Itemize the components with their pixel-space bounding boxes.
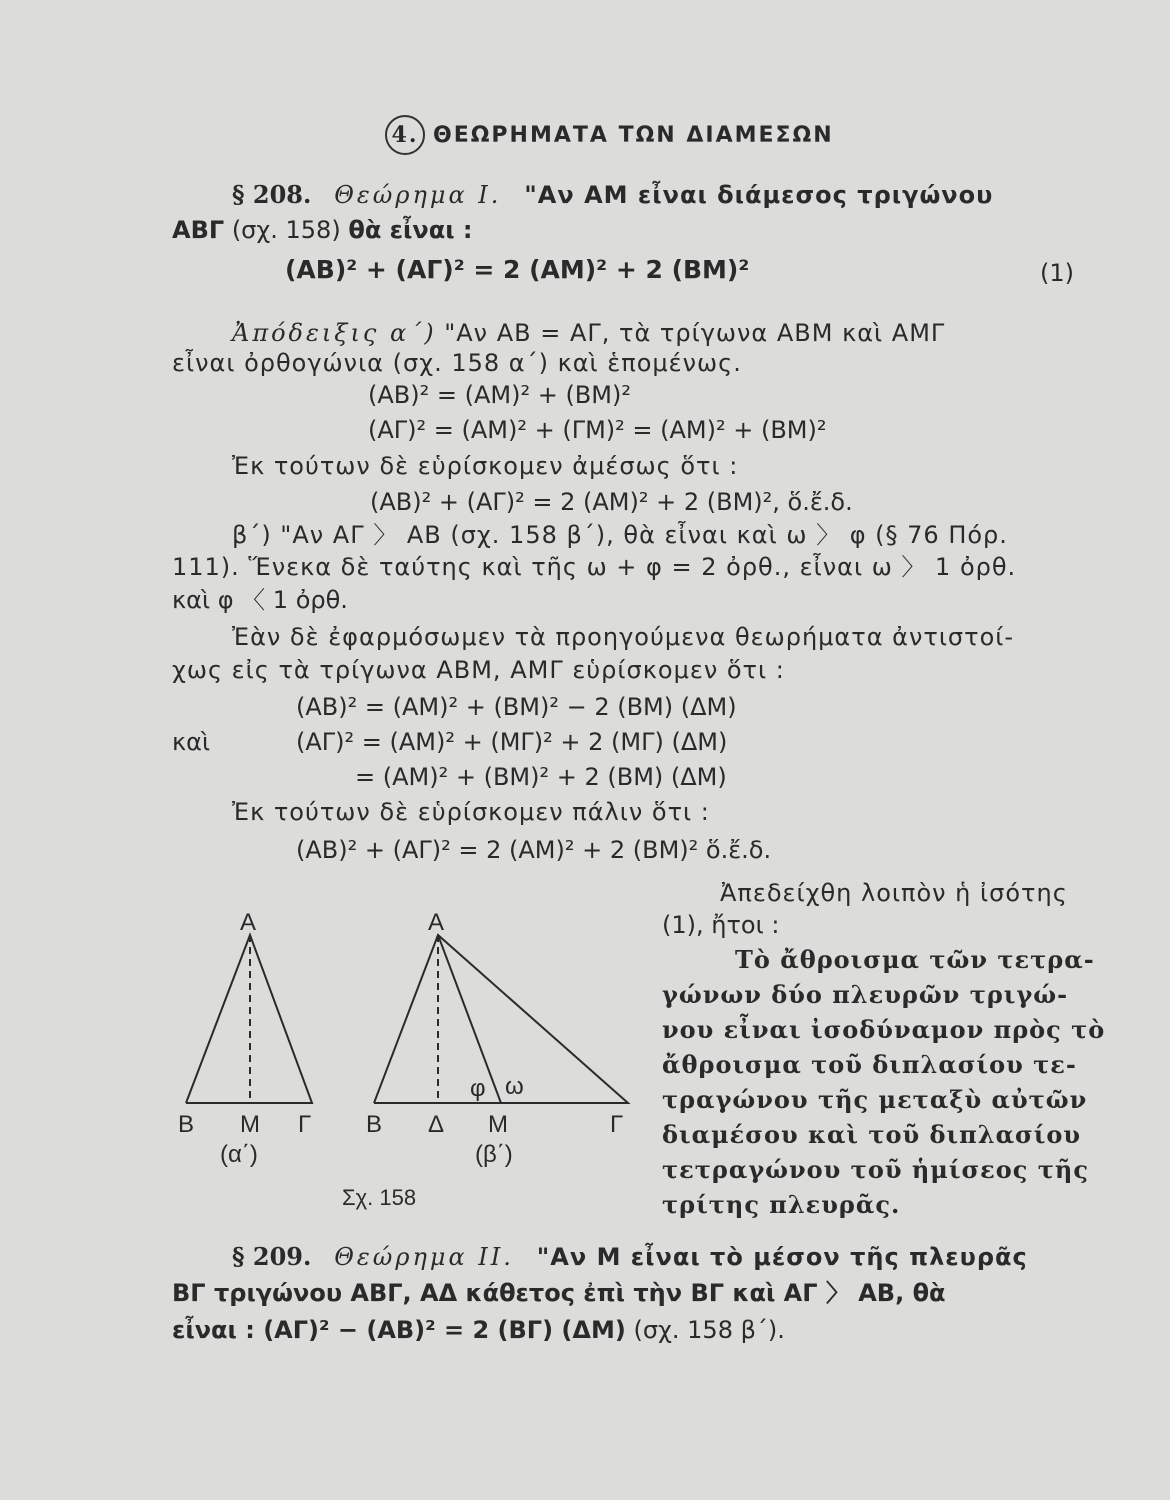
section-number: 4.: [385, 115, 425, 155]
conjunction: καὶ: [172, 728, 211, 756]
statement-line: τετραγώνου τοῦ ἡμίσεος τῆς: [662, 1155, 1089, 1184]
statement-line: Τὸ ἄθροισμα τῶν τετρα-: [735, 945, 1095, 974]
theorem-209-line3: [172, 1315, 785, 1345]
theorem-label: Θεώρημα II.: [334, 1243, 514, 1271]
theorem-209-line1: [232, 1242, 1028, 1272]
paragraph-number: § 208.: [232, 180, 312, 209]
equation-number: (1): [1040, 259, 1074, 287]
formula-line: (ΑΒ)² + (ΑΓ)² = 2 (ΑΜ)² + 2 (ΒΜ)² ὅ.ἔ.δ.: [296, 836, 772, 864]
theorem-text: "Αν ΑΜ εἶναι διάμεσος τριγώνου: [524, 181, 994, 209]
text-line: 111). Ἕνεκα δὲ ταύτης καὶ τῆς ω + φ = 2 ὀρθ., εἶναι ω 〉 1 ὀρθ.: [172, 553, 1017, 581]
caption-b: (β΄): [475, 1141, 513, 1168]
triangle-b-outline: [374, 935, 628, 1103]
formula-line: (ΑΓ)² = (ΑΜ)² + (ΓΜ)² = (ΑΜ)² + (ΒΜ)²: [368, 416, 827, 444]
statement-line: ἄθροισμα τοῦ διπλασίου τε-: [662, 1050, 1077, 1079]
formula-line: (ΑΒ)² + (ΑΓ)² = 2 (ΑΜ)² + 2 (ΒΜ)², ὅ.ἔ.δ.: [370, 488, 853, 516]
triangle-name: ΑΒΓ: [172, 216, 225, 244]
formula-line: = (ΑΜ)² + (ΒΜ)² + 2 (ΒΜ) (ΔΜ): [355, 763, 727, 791]
angle-phi: φ: [470, 1075, 486, 1102]
proof-a-line1: [232, 318, 945, 348]
text-line: καὶ φ 〈 1 ὀρθ.: [172, 586, 348, 614]
theorem-text: "Αν Μ εἶναι τὸ μέσον τῆς πλευρᾶς: [536, 1243, 1028, 1271]
proof-text: "Αν ΑΒ = ΑΓ, τὰ τρίγωνα ΑΒΜ καὶ ΑΜΓ: [444, 319, 946, 347]
statement-line: διαμέσου καὶ τοῦ διπλασίου: [662, 1120, 1081, 1149]
theorem-208-line2: [172, 215, 473, 245]
label-b-left: Β: [366, 1111, 383, 1138]
section-heading: [385, 115, 834, 155]
label-a-left: Β: [178, 1111, 195, 1138]
statement-line: τρίτης πλευρᾶς.: [662, 1190, 901, 1219]
theorem-208-line1: [232, 180, 993, 210]
section-title: ΘΕΩΡΗΜΑΤΑ ΤΩΝ ΔΙΑΜΕΣΩΝ: [433, 123, 834, 148]
label-a-right: Γ: [298, 1111, 312, 1138]
label-a-apex: Α: [240, 909, 257, 936]
figure-158: [170, 900, 640, 1220]
text-line: χως εἰς τὰ τρίγωνα ΑΒΜ, ΑΜΓ εὑρίσκομεν ὅτι :: [172, 656, 785, 684]
label-b-foot: Δ: [428, 1111, 445, 1138]
figure-ref: (σχ. 158 β΄).: [633, 1316, 785, 1344]
figure-b: [374, 935, 628, 1103]
formula-line: (ΑΓ)² = (ΑΜ)² + (ΜΓ)² + 2 (ΜΓ) (ΔΜ): [296, 728, 728, 756]
label-b-right: Γ: [610, 1111, 624, 1138]
caption-a: (α΄): [220, 1141, 258, 1168]
figure-ref: (σχ. 158): [231, 216, 341, 244]
label-b-mid: Μ: [488, 1111, 508, 1138]
text-line: Ἐὰν δὲ ἐφαρμόσωμεν τὰ προηγούμενα θεωρήματα ἀντιστοί-: [232, 623, 1015, 651]
text-line: Ἐκ τούτων δὲ εὑρίσκομεν ἀμέσως ὅτι :: [232, 452, 739, 480]
text-line: εἶναι ὀρθογώνια (σχ. 158 α΄) καὶ ἑπομένως.: [172, 349, 742, 377]
figure-caption: Σχ. 158: [342, 1185, 417, 1210]
figure-a: [186, 935, 312, 1103]
label-b-apex: Α: [428, 909, 445, 936]
text-line: β΄) "Αν ΑΓ 〉 ΑΒ (σχ. 158 β΄), θὰ εἶναι καὶ ω 〉 φ (§ 76 Πόρ.: [232, 521, 1008, 549]
statement-line: τραγώνου τῆς μεταξὺ αὐτῶν: [662, 1085, 1088, 1114]
paragraph-number: § 209.: [232, 1242, 312, 1271]
label-a-mid: Μ: [240, 1111, 260, 1138]
text-line: Ἀπεδείχθη λοιπὸν ἡ ἰσότης: [720, 879, 1068, 907]
proof-label: Ἀπόδειξις α΄): [232, 319, 437, 347]
statement-line: νου εἶναι ἰσοδύναμον πρὸς τὸ: [662, 1015, 1106, 1044]
theorem-209-line2: ΒΓ τριγώνου ΑΒΓ, ΑΔ κάθετος ἐπὶ τὴν ΒΓ καὶ ΑΓ 〉 ΑΒ, θὰ: [172, 1279, 946, 1307]
angle-omega: ω: [505, 1073, 524, 1100]
text-line: Ἐκ τούτων δὲ εὑρίσκομεν πάλιν ὅτι :: [232, 798, 710, 826]
statement-line: γώνων δύο πλευρῶν τριγώ-: [662, 980, 1069, 1009]
formula-main: (ΑΒ)² + (ΑΓ)² = 2 (ΑΜ)² + 2 (ΒΜ)²: [285, 255, 750, 284]
theorem-text-cont: θὰ εἶναι :: [348, 216, 473, 244]
theorem-formula: εἶναι : (ΑΓ)² − (ΑΒ)² = 2 (ΒΓ) (ΔΜ): [172, 1316, 626, 1344]
theorem-label: Θεώρημα I.: [334, 181, 502, 209]
text-line: (1), ἤτοι :: [662, 911, 780, 939]
formula-line: (ΑΒ)² = (ΑΜ)² + (ΒΜ)² − 2 (ΒΜ) (ΔΜ): [296, 693, 737, 721]
formula-line: (ΑΒ)² = (ΑΜ)² + (ΒΜ)²: [368, 381, 631, 409]
